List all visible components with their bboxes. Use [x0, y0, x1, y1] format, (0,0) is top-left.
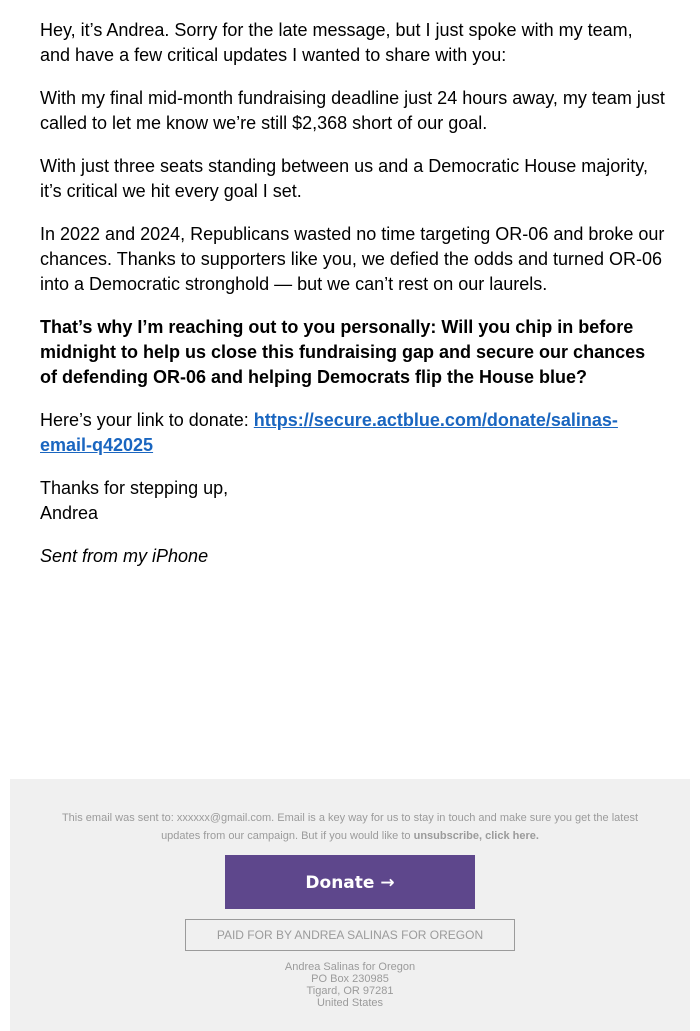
donate-button[interactable]: Donate →	[225, 855, 475, 909]
mailing-address	[10, 961, 690, 1009]
donate-link[interactable]: https://secure.actblue.com/donate/salinas-email-q42025	[40, 410, 618, 455]
paragraph-seats: With just three seats standing between us and a Democratic House majority, it’s critical we hit every goal I set.	[40, 156, 648, 201]
paragraph-donate-link	[40, 408, 665, 458]
unsubscribe-link[interactable]: unsubscribe, click here.	[413, 830, 539, 842]
address-po-box: PO Box 230985	[311, 973, 389, 985]
signoff-name: Andrea	[40, 503, 99, 523]
paragraph-deadline: With my final mid-month fundraising deadline just 24 hours away, my team just called to let me know we’re still $2,368 short of our goal.	[40, 88, 665, 133]
email-footer	[10, 779, 690, 1031]
footer-notice	[50, 809, 650, 845]
paid-for-disclaimer: PAID FOR BY ANDREA SALINAS FOR OREGON	[185, 919, 515, 951]
link-intro: Here’s your link to donate:	[40, 410, 254, 430]
address-city: Tigard, OR 97281	[306, 985, 394, 997]
signoff	[40, 476, 665, 526]
paragraph-ask: That’s why I’m reaching out to you personally: Will you chip in before midnight to help us close this fundraising gap and secure our chances of defending OR-06 and helping Democrats flip the House blue?	[40, 317, 646, 387]
paragraph-greeting: Hey, it’s Andrea. Sorry for the late message, but I just spoke with my team, and have a few critical updates I wanted to share with you:	[40, 20, 633, 65]
footer-notice-text: This email was sent to: xxxxxx@gmail.com. Email is a key way for us to stay in touch and make sure you get the latest updates from our campaign. But if you would like to	[61, 812, 639, 842]
address-org: Andrea Salinas for Oregon	[284, 961, 416, 973]
address-country: United States	[316, 997, 384, 1009]
sent-from: Sent from my iPhone	[40, 546, 209, 566]
signoff-line: Thanks for stepping up,	[40, 478, 229, 498]
paragraph-history: In 2022 and 2024, Republicans wasted no time targeting OR-06 and broke our chances. Thanks to supporters like you, we defied the odds and turned OR-06 into a Democratic stronghold — but we can’t rest on our laurels.	[40, 224, 665, 294]
email-body	[40, 18, 665, 587]
